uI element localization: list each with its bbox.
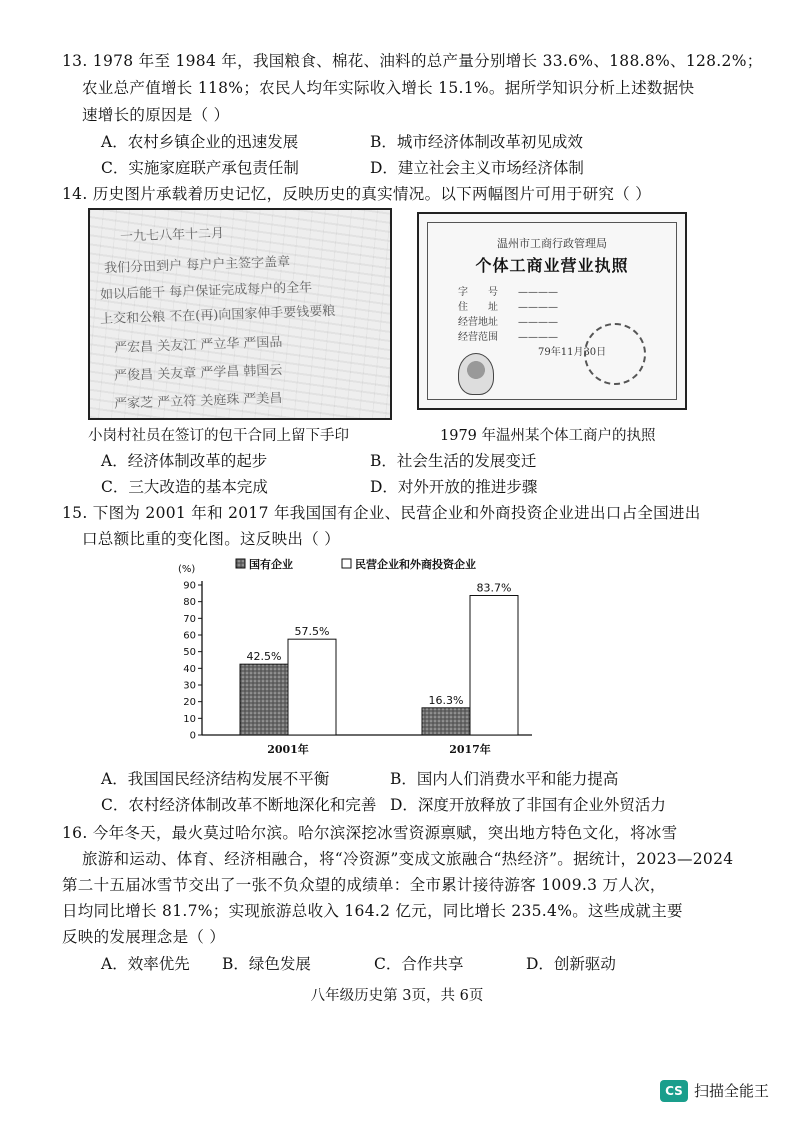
q13-line3: 速增长的原因是（ ） [82,106,230,124]
business-license-photo: 温州市工商行政管理局 个体工商业营业执照 字 号 ———— 住 址 ———— 经营地址 ———— 经营范围 ———— 79年11月30日 [417,212,687,410]
q16-line2: 旅游和运动、体育、经济相融合，将“冷资源”变成文旅融合“热经济”。据统计，2023—2024 [82,850,734,868]
q14-line1: 14. 历史图片承载着历史记忆，反映历史的真实情况。以下两幅图片可用于研究（ ） [62,185,652,203]
q14-option-c: C．三大改造的基本完成 [101,478,268,496]
q13-option-d: D．建立社会主义市场经济体制 [370,159,584,177]
q16-option-c: C．合作共享 [374,955,464,973]
legend-swatch-1 [236,559,245,568]
q13-line1: 13. 1978 年至 1984 年，我国粮食、棉花、油料的总产量分别增长 33.6%、188.8%、128.2%； [62,52,763,70]
chart-bars [240,582,518,736]
q13-option-b: B．城市经济体制改革初见成效 [370,133,583,151]
page-footer: 八年级历史第 3页，共 6页 [310,988,484,1004]
y-tick-label-30: 30 [183,680,196,692]
y-tick-label-60: 60 [183,630,196,642]
data-label-1-1: 42.5% [246,650,282,664]
q14-option-a: A．经济体制改革的起步 [101,452,268,470]
image1-caption: 小岗村社员在签订的包干合同上留下手印 [88,428,349,444]
y-tick-label-20: 20 [183,697,196,709]
y-tick-label-50: 50 [183,647,196,659]
camscanner-logo: CS [660,1080,688,1102]
q15-option-b: B．国内人们消费水平和能力提高 [390,770,619,788]
q16-line4: 日均同比增长 81.7%；实现旅游总收入 164.2 亿元，同比增长 235.4%。这些成就主要 [62,902,683,920]
legend-swatch-2 [342,559,351,568]
trade-share-chart [170,552,540,767]
q13-line2: 农业总产值增长 118%；农民人均年实际收入增长 15.1%。据所学知识分析上述数据快 [82,79,695,97]
legend-label-2: 民营企业和外商投资企业 [355,558,476,571]
image2-caption: 1979 年温州某个体工商户的执照 [440,428,656,444]
q14-option-b: B．社会生活的发展变迁 [370,452,537,470]
q15-option-d: D．深度开放释放了非国有企业外贸活力 [390,796,666,814]
q14-option-d: D．对外开放的推进步骤 [370,478,538,496]
license-seal [584,323,646,385]
bar-1-2 [422,708,470,735]
x-tick-label-1: 2001年 [267,743,309,756]
q16-line5: 反映的发展理念是（ ） [62,928,226,946]
q15-option-c: C．农村经济体制改革不断地深化和完善 [101,796,377,814]
q16-line1: 16. 今年冬天，最火莫过哈尔滨。哈尔滨深挖冰雪资源禀赋，突出地方特色文化，将冰雪 [62,824,678,842]
legend-label-1: 国有企业 [249,558,293,571]
y-tick-label-90: 90 [183,580,196,592]
q16-option-b: B．绿色发展 [222,955,311,973]
y-axis-label: (%) [178,564,196,575]
y-tick-label-70: 70 [183,613,196,625]
license-date: 79年11月30日 [538,347,607,358]
q13-option-a: A．农村乡镇企业的迅速发展 [101,133,299,151]
xiaogang-contract-photo: 一九七八年十二月 我们分田到户 每户户主签字盖章 如以后能干 每户保证完成每户的全年 上交和公粮 不在(再)向国家伸手要钱要粮 严宏昌 关友江 严立华 严国品 严俊昌 关友章 严学昌 韩国云 严家芝 严立符 关庭珠 严美昌 [88,208,392,420]
y-tick-label-40: 40 [183,663,196,675]
y-tick-label-10: 10 [183,713,196,725]
license-title: 个体工商业营业执照 [475,256,629,275]
bar-2-1 [288,639,336,735]
q16-option-d: D．创新驱动 [526,955,616,973]
data-label-1-2: 16.3% [428,693,464,707]
q15-line1: 15. 下图为 2001 年和 2017 年我国国有企业、民营企业和外商投资企业进出口占全国进出 [62,504,701,522]
q15-line2: 口总额比重的变化图。这反映出（ ） [82,530,341,548]
q15-option-a: A．我国国民经济结构发展不平衡 [101,770,330,788]
q16-option-a: A．效率优先 [101,955,190,973]
y-tick-label-80: 80 [183,597,196,609]
bar-2-2 [470,596,518,736]
camscanner-watermark-text: 扫描全能王 [694,1082,770,1100]
y-tick-label-0: 0 [189,730,196,742]
q13-option-c: C．实施家庭联产承包责任制 [101,159,299,177]
x-tick-label-2: 2017年 [449,743,491,756]
license-authority: 温州市工商行政管理局 [497,237,607,250]
data-label-2-2: 83.7% [476,581,512,595]
q16-line3: 第二十五届冰雪节交出了一张不负众望的成绩单：全市累计接待游客 1009.3 万人次， [62,876,666,894]
data-label-2-1: 57.5% [294,625,330,639]
chart-legend [236,557,476,571]
license-portrait [458,353,494,395]
bar-1-1 [240,664,288,735]
